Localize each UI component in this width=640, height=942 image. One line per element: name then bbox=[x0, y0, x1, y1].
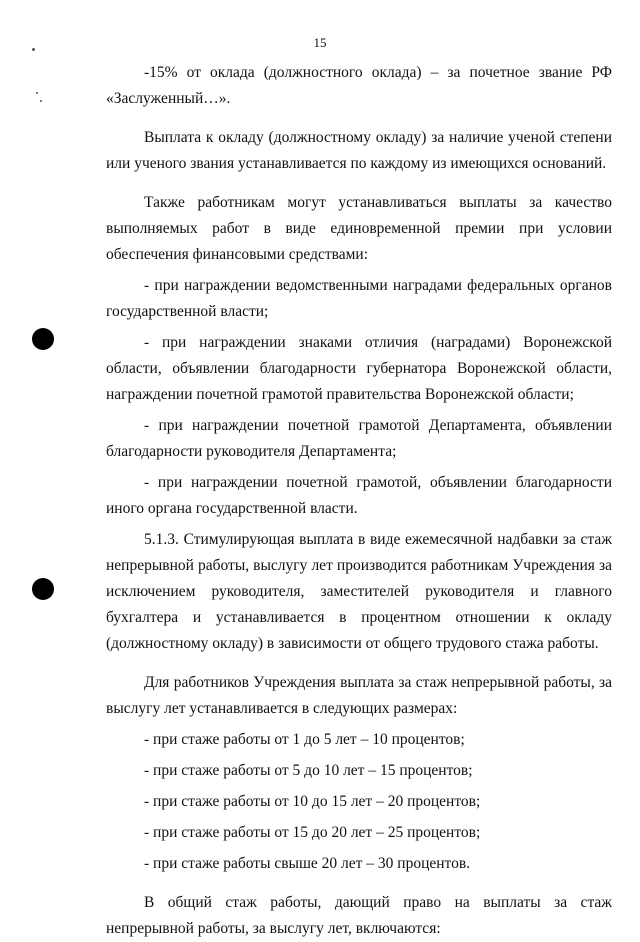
paragraph-honorary-title: -15% от оклада (должностного оклада) – за почетное звание РФ «Заслуженный…». bbox=[106, 64, 612, 107]
list-item-federal-awards: - при награждении ведомственными наградами федеральных органов государственной власти; bbox=[106, 277, 612, 320]
list-item-department-awards: - при награждении почетной грамотой Департамента, объявлении благодарности руководителя Департамента; bbox=[106, 417, 612, 460]
list-item-seniority-over-20: - при стаже работы свыше 20 лет – 30 процентов. bbox=[144, 855, 471, 872]
paragraph-quality-bonus: Также работникам могут устанавливаться выплаты за качество выполняемых работ в виде единовременной премии при условии обеспечения финансовыми средствами: bbox=[106, 194, 612, 263]
punch-hole-upper bbox=[32, 328, 54, 350]
scan-speck bbox=[32, 48, 35, 51]
scan-speck bbox=[36, 92, 38, 94]
list-item-seniority-5-10: - при стаже работы от 5 до 10 лет – 15 процентов; bbox=[144, 762, 473, 779]
list-item-seniority-1-5: - при стаже работы от 1 до 5 лет – 10 процентов; bbox=[144, 731, 465, 748]
list-item-voronezh-awards: - при награждении знаками отличия (наградами) Воронежской области, объявлении благодарности губернатора Воронежской области, награждении почетной грамотой правительства Воронежской области; bbox=[106, 334, 612, 403]
paragraph-total-seniority: В общий стаж работы, дающий право на выплаты за стаж непрерывной работы, за выслугу лет, включаются: bbox=[106, 894, 612, 937]
document-body bbox=[106, 60, 612, 942]
list-item-seniority-10-15: - при стаже работы от 10 до 15 лет – 20 процентов; bbox=[144, 793, 481, 810]
paragraph-academic-degree: Выплата к окладу (должностному окладу) за наличие ученой степени или ученого звания устанавливается по каждому из имеющихся оснований. bbox=[106, 129, 612, 172]
paragraph-section-5-1-3: 5.1.3. Стимулирующая выплата в виде ежемесячной надбавки за стаж непрерывной работы, выслугу лет производится работникам Учреждения за исключением руководителя, заместителей руководителя и главного бухгалтера и устанавливается в процентном отношении к окладу (должностному окладу) в зависимости от общего трудового стажа работы. bbox=[106, 531, 612, 652]
punch-hole-lower bbox=[32, 578, 54, 600]
page-number: 15 bbox=[313, 35, 327, 50]
scan-speck bbox=[40, 100, 42, 102]
list-item-seniority-15-20: - при стаже работы от 15 до 20 лет – 25 процентов; bbox=[144, 824, 481, 841]
paragraph-seniority-sizes: Для работников Учреждения выплата за стаж непрерывной работы, за выслугу лет устанавливается в следующих размерах: bbox=[106, 674, 612, 717]
list-item-other-authority-awards: - при награждении почетной грамотой, объявлении благодарности иного органа государственной власти. bbox=[106, 474, 612, 517]
